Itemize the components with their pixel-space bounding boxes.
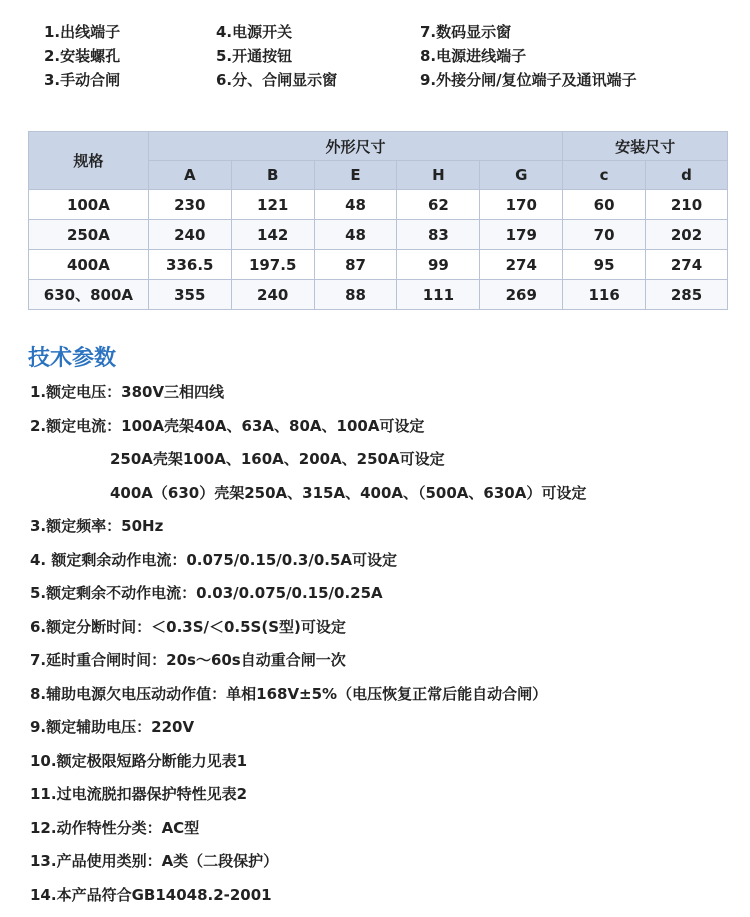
- tech-params-list: [30, 380, 730, 916]
- legend-item: 8.电源进线端子: [420, 47, 527, 65]
- table-cell: 269: [480, 280, 563, 310]
- legend-item: 7.数码显示窗: [420, 23, 512, 41]
- table-cell: 48: [314, 220, 397, 250]
- table-cell: 48: [314, 190, 397, 220]
- table-cell: 99: [397, 250, 480, 280]
- param-item: 250A壳架100A、160A、200A、250A可设定: [110, 450, 445, 468]
- table-row: [29, 220, 728, 250]
- table-cell: 630、800A: [29, 280, 149, 310]
- table-cell: 170: [480, 190, 563, 220]
- table-cell: 250A: [29, 220, 149, 250]
- table-cell: 202: [646, 220, 728, 250]
- column-header: G: [480, 161, 563, 190]
- column-header: c: [563, 161, 646, 190]
- param-item: 400A（630）壳架250A、315A、400A、（500A、630A）可设定: [110, 483, 587, 502]
- param-item: 8.辅助电源欠电压动动作值：单相168V±5%（电压恢复正常后能自动合闸）: [30, 684, 548, 703]
- install-dimension-header: 安装尺寸: [563, 132, 728, 161]
- column-header: H: [397, 161, 480, 190]
- column-header: B: [231, 161, 314, 190]
- table-cell: 210: [646, 190, 728, 220]
- table-cell: 83: [397, 220, 480, 250]
- param-item: 9.额定辅助电压：220V: [30, 718, 195, 736]
- table-cell: 240: [231, 280, 314, 310]
- outer-dimension-header: 外形尺寸: [148, 132, 562, 161]
- table-cell: 230: [148, 190, 231, 220]
- param-item: 7.延时重合闸时间：20s～60s自动重合闸一次: [30, 651, 346, 669]
- table-cell: 274: [480, 250, 563, 280]
- table-cell: 285: [646, 280, 728, 310]
- column-header: d: [646, 161, 728, 190]
- param-item: 13.产品使用类别：A类（二段保护）: [30, 852, 279, 870]
- table-cell: 142: [231, 220, 314, 250]
- param-item: 6.额定分断时间：＜0.3S/＜0.5S(S型)可设定: [30, 617, 346, 636]
- legend-item: 3.手动合闸: [44, 71, 121, 89]
- table-cell: 240: [148, 220, 231, 250]
- table-cell: 70: [563, 220, 646, 250]
- table-cell: 95: [563, 250, 646, 280]
- param-item: 4. 额定剩余动作电流：0.075/0.15/0.3/0.5A可设定: [30, 550, 398, 569]
- table-cell: 62: [397, 190, 480, 220]
- table-row: [29, 280, 728, 310]
- param-item: 14.本产品符合GB14048.2-2001: [30, 885, 272, 904]
- table-cell: 111: [397, 280, 480, 310]
- legend-item: 1.出线端子: [44, 23, 121, 41]
- tech-params-title: 技术参数: [28, 346, 117, 371]
- table-row: [29, 190, 728, 220]
- spec-header: 规格: [29, 132, 149, 190]
- table-cell: 88: [314, 280, 397, 310]
- param-item: 12.动作特性分类：AC型: [30, 818, 200, 837]
- table-cell: 336.5: [148, 250, 231, 280]
- table-cell: 100A: [29, 190, 149, 220]
- legend-item: 5.开通按钮: [216, 47, 293, 65]
- table-cell: 197.5: [231, 250, 314, 280]
- param-item: 1.额定电压：380V三相四线: [30, 383, 225, 401]
- component-legend: [44, 22, 724, 91]
- param-item: 10.额定极限短路分断能力见表1: [30, 751, 248, 770]
- param-item: 5.额定剩余不动作电流：0.03/0.075/0.15/0.25A: [30, 584, 383, 602]
- table-cell: 179: [480, 220, 563, 250]
- column-header: E: [314, 161, 397, 190]
- param-item: 3.额定频率：50Hz: [30, 517, 164, 535]
- param-item: 2.额定电流：100A壳架40A、63A、80A、100A可设定: [30, 416, 425, 435]
- legend-item: 9.外接分闸/复位端子及通讯端子: [420, 71, 637, 89]
- table-cell: 274: [646, 250, 728, 280]
- table-cell: 60: [563, 190, 646, 220]
- dimension-table: [28, 131, 728, 310]
- table-cell: 355: [148, 280, 231, 310]
- table-cell: 121: [231, 190, 314, 220]
- table-cell: 116: [563, 280, 646, 310]
- column-header: A: [148, 161, 231, 190]
- param-item: 11.过电流脱扣器保护特性见表2: [30, 785, 248, 803]
- table-cell: 87: [314, 250, 397, 280]
- table-cell: 400A: [29, 250, 149, 280]
- legend-item: 4.电源开关: [216, 23, 293, 41]
- legend-item: 6.分、合闸显示窗: [216, 71, 338, 89]
- legend-item: 2.安装螺孔: [44, 47, 121, 65]
- table-row: [29, 250, 728, 280]
